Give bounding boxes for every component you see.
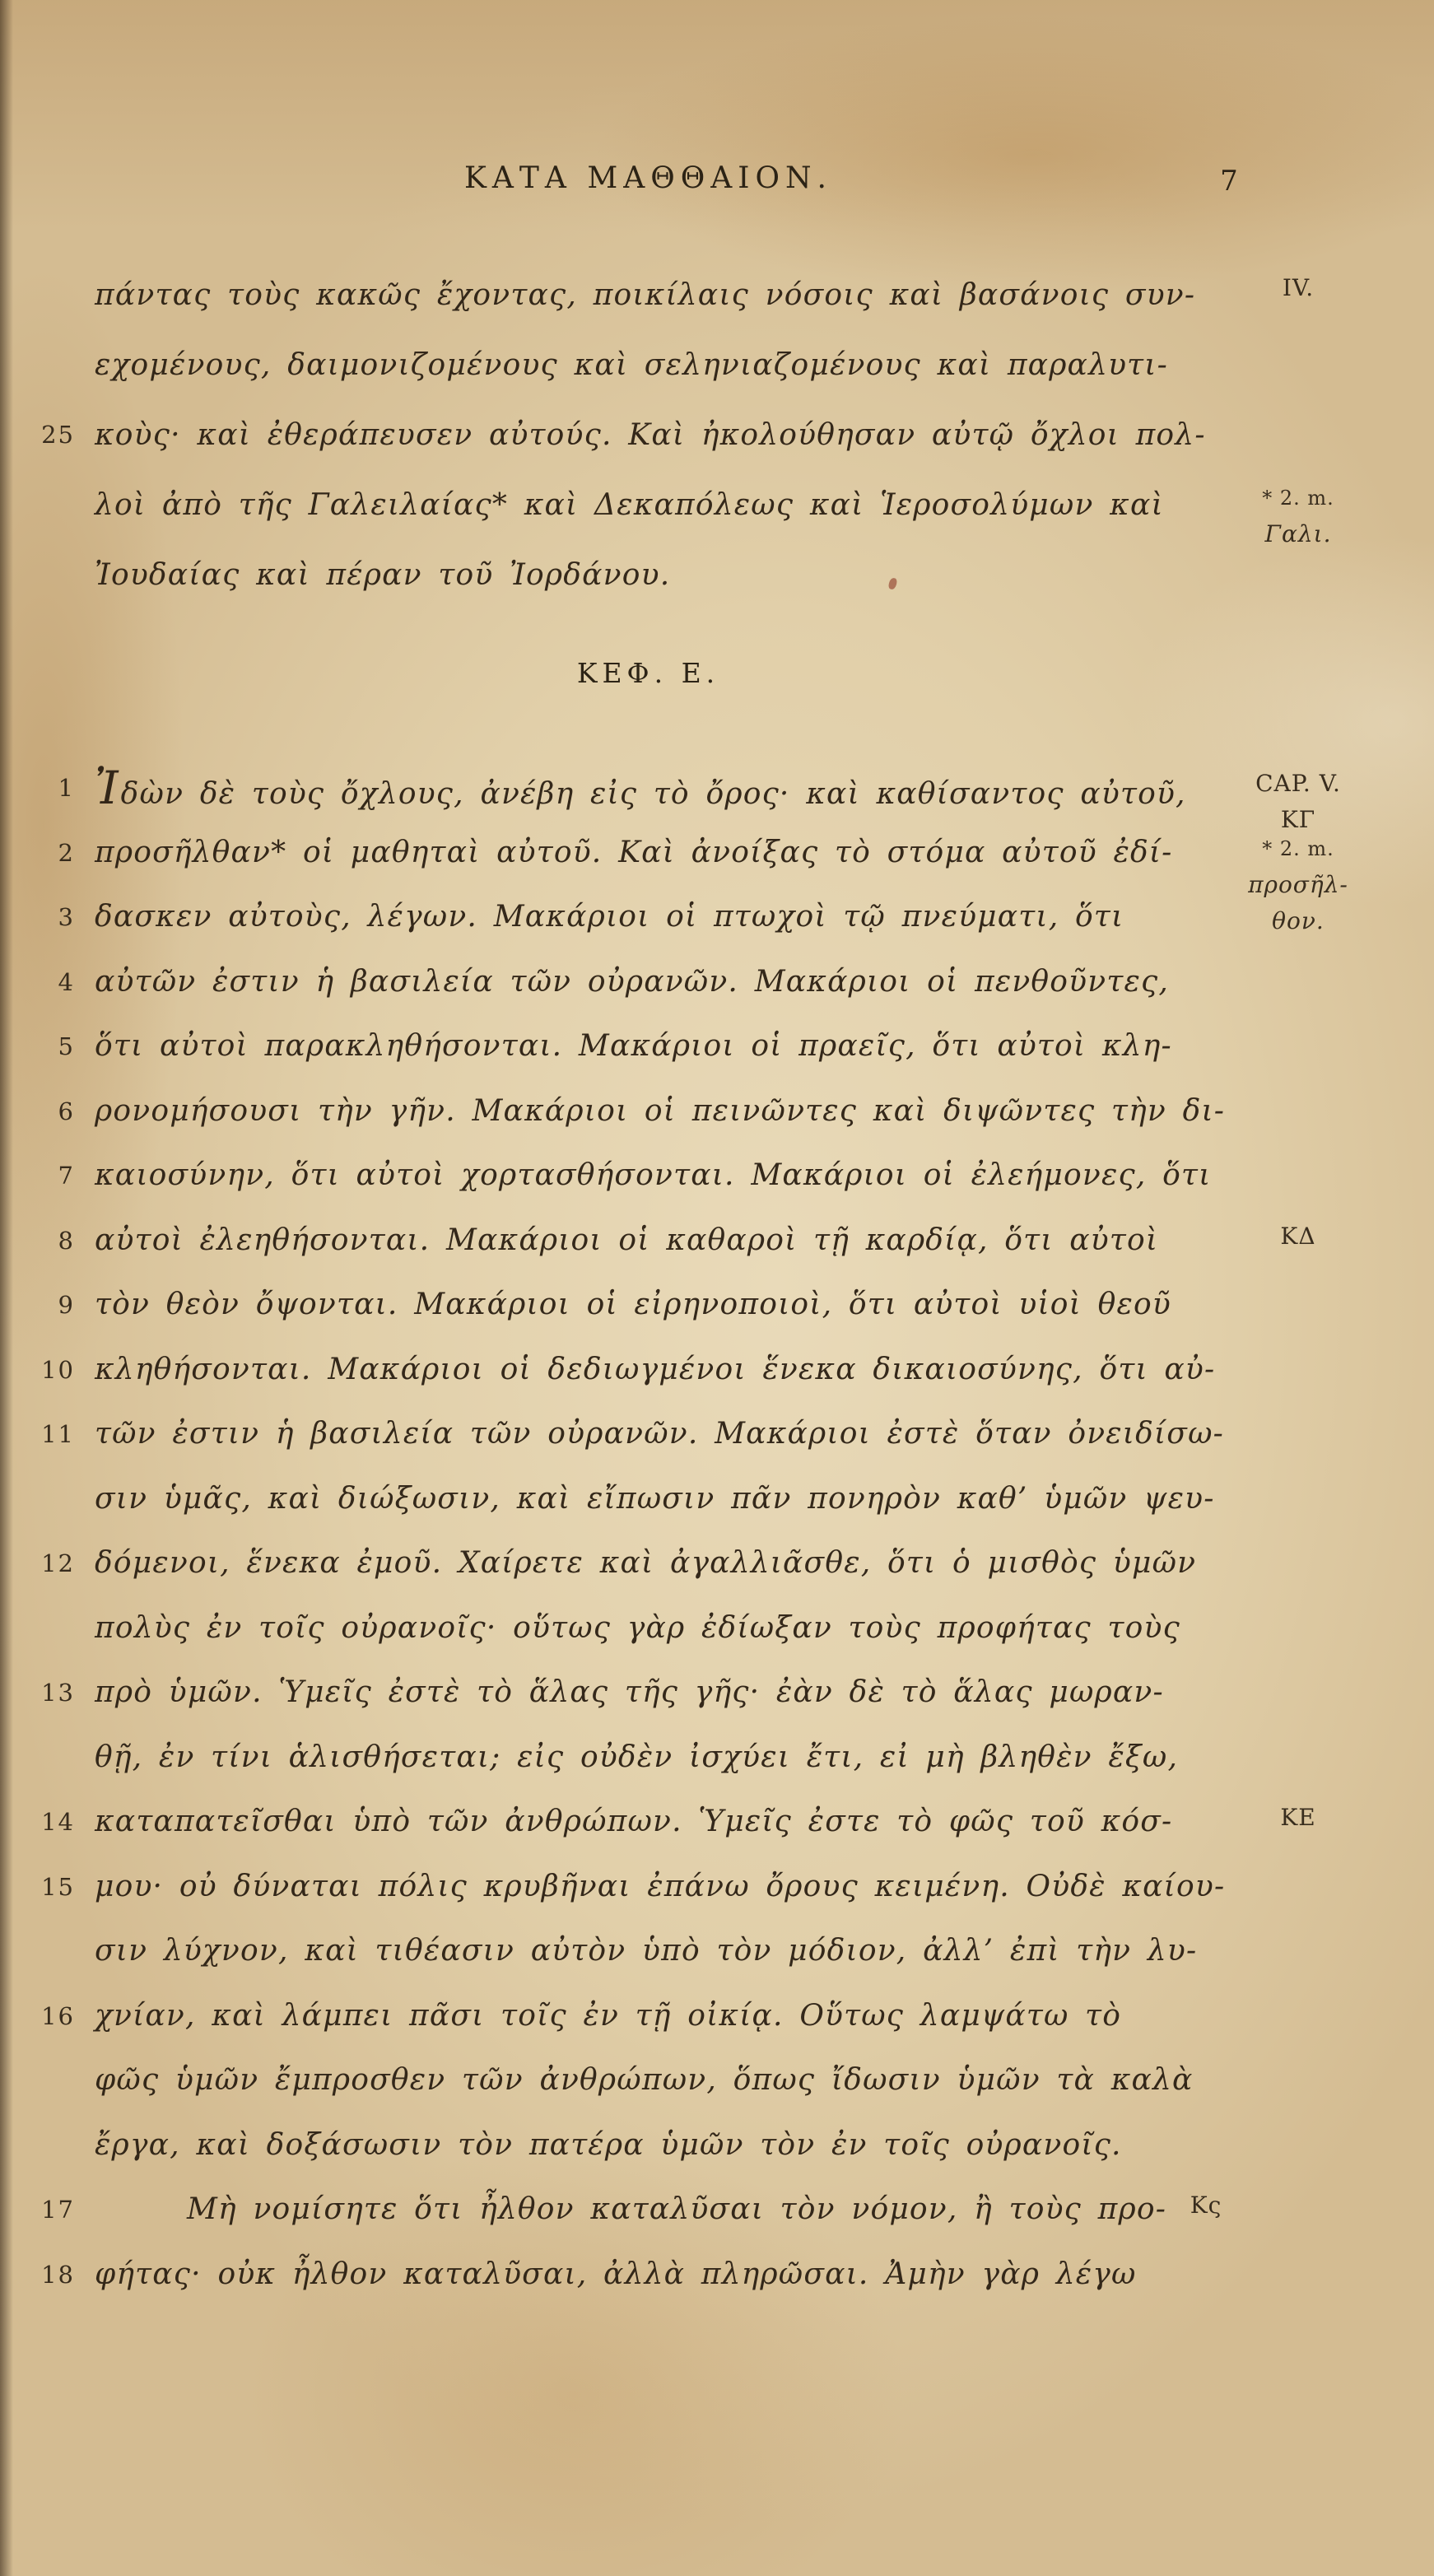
verse-number: 2 (58, 838, 75, 867)
text-line (58, 1273, 1202, 1338)
greek-text-line: σιν λύχνον, καὶ τιθέασιν αὐτὸν ὑπὸ τὸν μόδιον, ἀλλ’ ἐπὶ τὴν λυ- (95, 1934, 1198, 1968)
verse-number: 15 (41, 1872, 75, 1901)
text-line (41, 2178, 1222, 2243)
verse-number: 18 (41, 2260, 75, 2289)
greek-text-line: εχομένους, δαιμονιζομένους καὶ σεληνιαζομένους καὶ παραλυτι- (95, 348, 1168, 382)
margin-note (1216, 831, 1380, 939)
text-line (95, 1919, 1202, 1984)
text-line (41, 400, 1206, 470)
margin-note-line: ΚΕ (1280, 1804, 1316, 1831)
text-line (41, 1338, 1216, 1403)
verse-number: 10 (41, 1355, 75, 1384)
margin-note-line: * 2. m. (1262, 836, 1334, 860)
verse-number: 7 (58, 1162, 75, 1190)
margin-note-line: IV. (1282, 274, 1315, 301)
margin-note (1216, 270, 1380, 306)
verse-number: 1 (58, 774, 75, 802)
verse-number: 17 (41, 2196, 75, 2224)
page-number: 7 (1220, 165, 1238, 198)
greek-text-line: ρονομήσουσι τὴν γῆν. Μακάριοι οἱ πεινῶντες καὶ διψῶντες τὴν δι- (95, 1093, 1226, 1128)
text-line (95, 330, 1202, 400)
greek-text-line: δόμενοι, ἕνεκα ἐμοῦ. Χαίρετε καὶ ἀγαλλιᾶσθε, ὅτι ὁ μισθὸς ὑμῶν (95, 1546, 1197, 1580)
margin-note (1216, 1218, 1380, 1255)
verse-number: 8 (58, 1226, 75, 1255)
drop-cap: Ἰ (95, 762, 119, 814)
text-line (41, 1531, 1202, 1596)
text-line (58, 1079, 1226, 1144)
margin-note (1216, 1800, 1380, 1836)
margin-note (1124, 2187, 1288, 2224)
text-line (41, 1790, 1316, 1855)
greek-text-line: δὼν δὲ τοὺς ὄχλους, ἀνέβη εἰς τὸ ὄρος· καὶ καθίσαντος αὐτοῦ, (120, 777, 1186, 811)
verse-number: 16 (41, 2001, 75, 2030)
greek-text-line: δασκεν αὐτοὺς, λέγων. Μακάριοι οἱ πτωχοὶ τῷ πνεύματι, ὅτι (95, 900, 1124, 934)
verse-number: 14 (41, 1808, 75, 1836)
text-line (95, 1467, 1215, 1532)
margin-note (1216, 480, 1380, 552)
greek-text-line: αὐτῶν ἐστιν ἡ βασιλεία τῶν οὐρανῶν. Μακάριοι οἱ πενθοῦντες, (95, 964, 1169, 999)
chapter5-text (41, 756, 1348, 2307)
text-line (95, 540, 1202, 610)
greek-text-line: θῇ, ἐν τίνι ἁλισθήσεται; εἰς οὐδὲν ἰσχύει ἔτι, εἰ μὴ βληθὲν ἔξω, (95, 1740, 1179, 1774)
text-line (58, 885, 1202, 950)
greek-text-line: φήτας· οὐκ ἦλθον καταλῦσαι, ἀλλὰ πληρῶσαι. Ἀμὴν γὰρ λέγω (95, 2257, 1137, 2291)
margin-note-line: Κς (1190, 2192, 1222, 2219)
greek-text-line: καιοσύνην, ὅτι αὐτοὶ χορτασθήσονται. Μακάριοι οἱ ἐλεήμονες, ὅτι (95, 1158, 1212, 1192)
text-line (58, 1014, 1202, 1079)
text-line (95, 2113, 1202, 2178)
chapter-heading: ΚΕΦ. Ε. (576, 657, 720, 689)
greek-text-line: κοὺς· καὶ ἐθεράπευσεν αὐτούς. Καὶ ἠκολούθησαν αὐτῷ ὄχλοι πολ- (95, 418, 1206, 452)
greek-text-line: πρὸ ὑμῶν. Ὑμεῖς ἐστὲ τὸ ἅλας τῆς γῆς· ἐὰν δὲ τὸ ἅλας μωραν- (95, 1675, 1164, 1709)
verse-number: 11 (41, 1420, 75, 1448)
margin-note-line: ΚΔ (1280, 1222, 1316, 1250)
greek-text-line: πάντας τοὺς κακῶς ἔχοντας, ποικίλαις νόσοις καὶ βασάνοις συν- (95, 278, 1196, 312)
verse-number: 4 (58, 967, 75, 996)
running-header: ΚΑΤΑ ΜΑΘΘΑΙΟΝ. (464, 161, 832, 195)
margin-note-line: * 2. m. (1262, 487, 1334, 510)
greek-text-line: καταπατεῖσθαι ὑπὸ τῶν ἀνθρώπων. Ὑμεῖς ἐστε τὸ φῶς τοῦ κόσ- (95, 1805, 1173, 1838)
greek-text-line: Ἰουδαίας καὶ πέραν τοῦ Ἰορδάνου. (95, 558, 671, 592)
verse-number: 9 (58, 1291, 75, 1319)
greek-text-line: τῶν ἐστιν ἡ βασιλεία τῶν οὐρανῶν. Μακάριοι ἐστὲ ὅταν ὀνειδίσω- (95, 1417, 1224, 1451)
greek-text-line: λοὶ ἀπὸ τῆς Γαλειλαίας* καὶ Δεκαπόλεως καὶ Ἱεροσολύμων καὶ (95, 488, 1164, 522)
text-line (41, 1661, 1202, 1726)
greek-text-line: μου· οὐ δύναται πόλις κρυβῆναι ἐπάνω ὄρους κειμένη. Οὐδὲ καίου- (95, 1869, 1226, 1903)
greek-text-line: ὅτι αὐτοὶ παρακληθήσονται. Μακάριοι οἱ πραεῖς, ὅτι αὐτοὶ κλη- (95, 1029, 1172, 1063)
text-line (95, 1726, 1202, 1791)
greek-text-line: αὐτοὶ ἐλεηθήσονται. Μακάριοι οἱ καθαροὶ τῇ καρδίᾳ, ὅτι αὐτοὶ (95, 1223, 1159, 1257)
greek-text-line: Μὴ νομίσητε ὅτι ἦλθον καταλῦσαι τὸν νόμον, ἢ τοὺς προ- (187, 2192, 1167, 2226)
greek-text-line: ἔργα, καὶ δοξάσωσιν τὸν πατέρα ὑμῶν τὸν ἐν τοῖς οὐρανοῖς. (95, 2127, 1122, 2162)
text-line (58, 1209, 1316, 1274)
text-line (95, 1596, 1202, 1661)
margin-note-line: προσῆλ- (1248, 870, 1348, 898)
verse-number: 6 (58, 1097, 75, 1125)
margin-note-line: Γαλι. (1264, 520, 1332, 547)
text-line (95, 2048, 1202, 2113)
verse-number: 13 (41, 1679, 75, 1707)
greek-text-line: τὸν θεὸν ὄψονται. Μακάριοι οἱ εἰρηνοποιοὶ, ὅτι αὐτοὶ υἱοὶ θεοῦ (95, 1288, 1171, 1321)
greek-text-line: χνίαν, καὶ λάμπει πᾶσι τοῖς ἐν τῇ οἰκίᾳ. Οὕτως λαμψάτω τὸ (95, 1998, 1122, 2033)
verse-number: 3 (58, 903, 75, 931)
margin-note (1216, 766, 1380, 838)
greek-text-line: προσῆλθαν* οἱ μαθηταὶ αὐτοῦ. Καὶ ἀνοίξας τὸ στόμα αὐτοῦ ἐδί- (95, 835, 1173, 869)
text-line (41, 1855, 1226, 1920)
verse-number: 5 (58, 1032, 75, 1060)
text-line (58, 950, 1202, 1015)
greek-text-line: κληθήσονται. Μακάριοι οἱ δεδιωγμένοι ἕνεκα δικαιοσύνης, ὅτι αὐ- (95, 1352, 1216, 1386)
greek-text-line: φῶς ὑμῶν ἔμπροσθεν τῶν ἀνθρώπων, ὅπως ἴδωσιν ὑμῶν τὰ καλὰ (95, 2063, 1194, 2097)
margin-note-line: θον. (1272, 906, 1325, 934)
text-line (95, 470, 1334, 547)
verse-number: 25 (41, 421, 75, 449)
paragraph-mt4 (41, 260, 1334, 610)
text-line (95, 260, 1315, 330)
text-line (41, 1984, 1202, 2049)
margin-note-line: CAP. V. (1255, 770, 1341, 797)
margin-note-line: ΚΓ (1280, 806, 1316, 833)
verse-number: 12 (41, 1549, 75, 1577)
text-line (41, 1402, 1224, 1467)
text-line (58, 756, 1341, 833)
text-line (41, 2243, 1202, 2308)
greek-text-line: πολὺς ἐν τοῖς οὐρανοῖς· οὕτως γὰρ ἐδίωξαν τοὺς προφήτας τοὺς (95, 1610, 1180, 1645)
greek-text-line: σιν ὑμᾶς, καὶ διώξωσιν, καὶ εἴπωσιν πᾶν πονηρὸν καθ’ ὑμῶν ψευ- (95, 1481, 1215, 1516)
text-line (58, 1144, 1212, 1209)
